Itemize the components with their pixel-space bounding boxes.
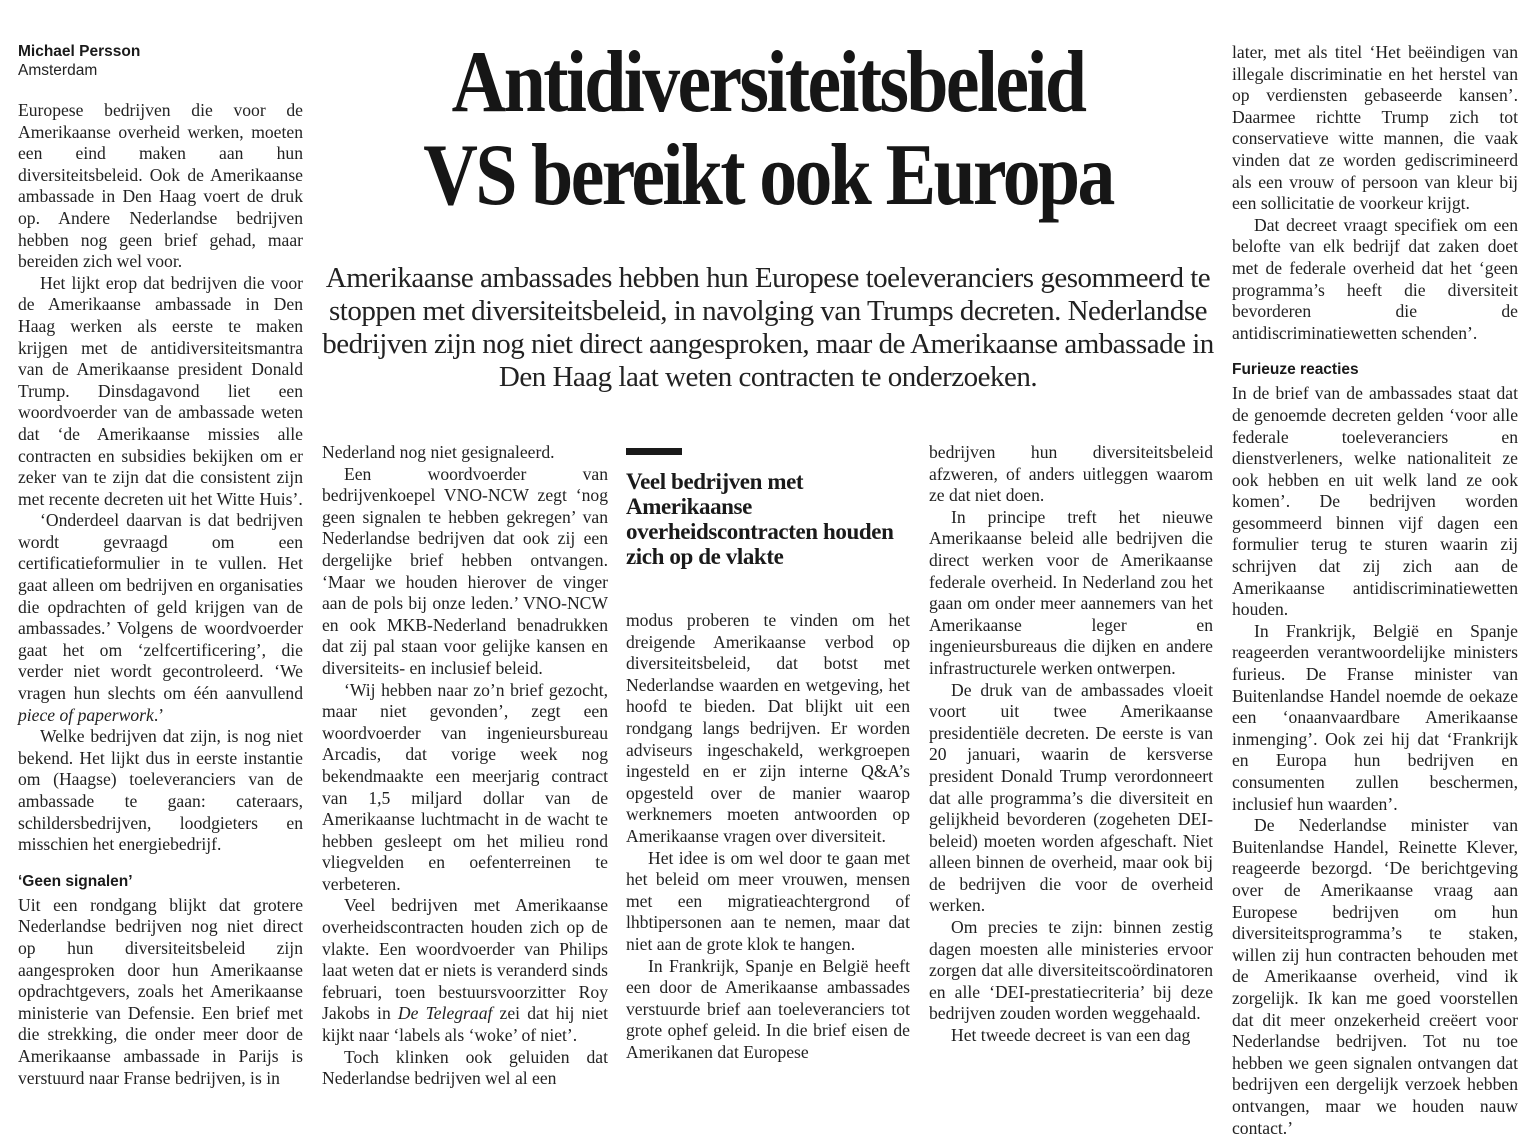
pull-quote-bar	[626, 448, 682, 455]
pull-quote	[626, 448, 916, 569]
subheading-geen-signalen: ‘Geen signalen’	[18, 872, 133, 890]
article-column-3	[626, 610, 910, 1063]
body-paragraph: Het lijkt erop dat bedrijven die voor de Amerikaanse ambassade in Den Haag werken als eerste te maken krijgen met de antidiversiteitsmantra van de Amerikaanse president Donald Trump. Dinsdagavond liet een woordvoerder van de ambassade weten dat ‘de Amerikaanse missies alle contracten en subsidies bekijken om er zeker van te zijn dat die consistent zijn met recente decreten uit het Witte Huis’.	[18, 272, 303, 509]
headline-line-1: Antidiversiteitsbeleid	[451, 34, 1085, 131]
byline-author: Michael Persson	[18, 43, 141, 60]
body-paragraph: Uit een rondgang blijkt dat grotere Nederlandse bedrijven nog niet direct op hun diversiteitsbeleid zijn aangesproken door hun Amerikaanse opdrachtgevers, zoals het Amerikaanse ministerie van Defensie. Een brief met die strekking, die onder meer door de Amerikaanse ambassade in Parijs is verstuurd naar Franse bedrijven, is in	[18, 894, 303, 1088]
article-column-5	[1232, 42, 1518, 1139]
body-paragraph: ‘Wij hebben naar zo’n brief gezocht, maar niet gevonden’, zegt een woordvoerder van ingenieursbureau Arcadis, dat vorige week nog bekendmaakte een meerjarig contract van 1,5 miljard dollar van de Amerikaanse luchtmacht in de wacht te hebben gesleept om het milieu rond vliegvelden en oefenterreinen te verbeteren.	[322, 679, 608, 894]
pull-quote-text: Veel bedrijven met Amerikaanse overheidscontracten houden zich op de vlakte	[626, 469, 894, 569]
subheading-furieuze-reacties: Furieuze reacties	[1232, 361, 1359, 379]
body-paragraph: modus proberen te vinden om het dreigende Amerikaanse verbod op diversiteitsbeleid, dat botst met Nederlandse waarden en wetgeving, het hoofd te bieden. Dat blijkt uit een rondgang langs bedrijven. Er worden adviseurs ingeschakeld, werkgroepen ingesteld en er zijn interne Q&A’s opgesteld over de manier waarop werknemers moeten antwoorden op Amerikaanse vragen over diversiteit.	[626, 610, 910, 846]
headline-line-2: VS bereikt ook Europa	[423, 127, 1113, 224]
article-column-1	[18, 42, 303, 1089]
body-paragraph: De druk van de ambassades vloeit voort uit twee Amerikaanse presidentiële decreten. De eerste is van 20 januari, waarin de kersverse president Donald Trump verordonneert dat alle programma’s die diversiteit en gelijkheid bevorderen (zogeheten DEI-beleid) moeten worden afgeschaft. Niet alleen binnen de overheid, maar ook bij de bedrijven die voor de overheid werken.	[929, 679, 1213, 916]
body-paragraph: Nederland nog niet gesignaleerd.	[322, 442, 555, 462]
article-column-4	[929, 442, 1213, 1047]
intro-paragraph: Europese bedrijven die voor de Amerikaanse overheid werken, moeten een eind maken aan hun diversiteitsbeleid. Ook de Amerikaanse ambassade in Den Haag voert de druk op. Andere Nederlandse bedrijven hebben nog geen brief gehad, maar bereiden zich wel voor.	[18, 100, 303, 272]
lede-paragraph: Amerikaanse ambassades hebben hun Europese toeleveranciers gesommeerd te stoppen met diversiteitsbeleid, in navolging van Trumps decreten. Nederlandse bedrijven zijn nog niet direct aangesproken, maar de Amerikaanse ambassade in Den Haag laat weten contracten te onderzoeken.	[322, 262, 1214, 393]
body-paragraph: Een woordvoerder van bedrijvenkoepel VNO-NCW zegt ‘nog geen signalen te hebben gekregen’ van Nederlandse bedrijven dat ook zij een dergelijke brief hebben ontvangen. ‘Maar we houden hierover de vinger aan de pols bij onze leden.’ VNO-NCW en ook MKB-Nederland benadrukken dat zij pal staan voor gelijke kansen en diversiteits- en inclusief beleid.	[322, 463, 608, 678]
body-paragraph: Dat decreet vraagt specifiek om een belofte van elk bedrijf dat zaken doet met de federale overheid dat het ‘geen programma’s heeft die diversiteit bevorderen die de antidiscriminatiewetten schenden’.	[1232, 214, 1518, 343]
body-paragraph: later, met als titel ‘Het beëindigen van illegale discriminatie en het herstel van op verdiensten gebaseerde kansen’. Daarmee richtte Trump zich tot conservatieve witte mannen, die vaak vinden dat ze worden gediscrimineerd als een vrouw of persoon van kleur bij een sollicitatie de voorkeur krijgt.	[1232, 42, 1518, 214]
body-paragraph	[322, 895, 608, 1046]
body-paragraph: Het tweede decreet is van een dag	[951, 1025, 1191, 1046]
body-paragraph: Welke bedrijven dat zijn, is nog niet bekend. Het lijkt dus in eerste instantie om (Haagse) toeleveranciers van de ambassade te gaan: cateraars, schildersbedrijven, loodgieters en misschien het energiebedrijf.	[18, 726, 303, 855]
byline-location: Amsterdam	[18, 62, 98, 79]
italic-phrase: piece of paperwork	[18, 704, 154, 725]
body-paragraph: In principe treft het nieuwe Amerikaanse beleid alle bedrijven die direct werken voor de Amerikaanse federale overheid. In Nederland zou het gaan om onder meer aannemers van het Amerikaanse leger en ingenieursbureaus die dijken en andere infrastructurele werken ontwerpen.	[929, 506, 1213, 678]
body-paragraph: Om precies te zijn: binnen zestig dagen moesten alle ministeries ervoor zorgen dat alle diversiteitscoördinatoren en alle ‘DEI-prestatiecriteria’ bij deze bedrijven zouden worden weggehaald.	[929, 917, 1213, 1024]
body-paragraph: In Frankrijk, Spanje en België heeft een door de Amerikaanse ambassades verstuurde brief aan toeleveranciers tot grote ophef geleid. In die brief eisen de Amerikanen dat Europese	[626, 955, 910, 1062]
paragraph-text: ‘Onderdeel daarvan is dat bedrijven wordt gevraagd om een certificatieformulier in te vullen. Het gaat alleen om bedrijven en organisaties die opdrachten of geld krijgen van de ambassades.’ Volgens de woordvoerder gaat het om ‘zelfcertificering’, die verder niet wordt gecontroleerd. ‘We vragen hun slechts om één aanvullend	[18, 510, 303, 704]
italic-phrase: De Telegraaf	[397, 1003, 493, 1024]
body-paragraph: Het idee is om wel door te gaan met het beleid om meer vrouwen, mensen met een migratieachtergrond of lhbtipersonen aan te nemen, maar dat niet aan de grote klok te hangen.	[626, 847, 910, 954]
paragraph-text: zei dat hij niet kijkt naar ‘labels als ‘woke’ of niet’.	[322, 1003, 608, 1046]
body-paragraph: Toch klinken ook geluiden dat Nederlandse bedrijven wel al een	[322, 1046, 608, 1089]
body-paragraph: In Frankrijk, België en Spanje reageerden verantwoordelijke ministers furieus. De Franse minister van Buitenlandse Handel noemde de oekaze een ‘onaanvaardbare Amerikaanse inmenging’. Ook zei hij dat ‘Frankrijk en Europa hun bedrijven en consumenten zullen beschermen, inclusief hun waarden’.	[1232, 620, 1518, 814]
body-paragraph: bedrijven hun diversiteitsbeleid afzweren, of anders uitleggen waarom ze dat niet doen.	[929, 442, 1213, 506]
headline	[381, 36, 1155, 222]
body-paragraph: De Nederlandse minister van Buitenlandse Handel, Reinette Klever, reageerde bezorgd. ‘De berichtgeving over de Amerikaanse vraag aan Europese bedrijven om hun diversiteitsprogramma’s te staken, willen zij hun contracten behouden met de Amerikaanse overheid, vind ik zorgelijk. Ik kan me goed voorstellen dat dit meer onzekerheid creëert voor Nederlandse bedrijven. Tot nu toe hebben we geen signalen ontvangen dat bedrijven een dergelijk verzoek hebben ontvangen, maar we houden nauw contact.’	[1232, 815, 1518, 1138]
body-paragraph	[18, 510, 303, 726]
article-column-2	[322, 442, 608, 1090]
paragraph-text: Veel bedrijven met Amerikaanse overheidscontracten houden zich op de vlakte. Een woordvoerder van Philips laat weten dat er niets is veranderd sinds februari, toen bestuursvoorzitter Roy Jakobs in	[322, 895, 608, 1024]
body-paragraph: In de brief van de ambassades staat dat de genoemde decreten gelden ‘voor alle federale toeleveranciers en dienstverleners, welke nationaliteit ze ook hebben en uit welk land ze ook komen’. De bedrijven worden gesommeerd binnen vijf dagen een formulier terug te sturen waarin zij schrijven dat zij zich aan de Amerikaanse antidiscriminatiewetten houden.	[1232, 383, 1518, 620]
paragraph-text: .’	[153, 704, 165, 725]
